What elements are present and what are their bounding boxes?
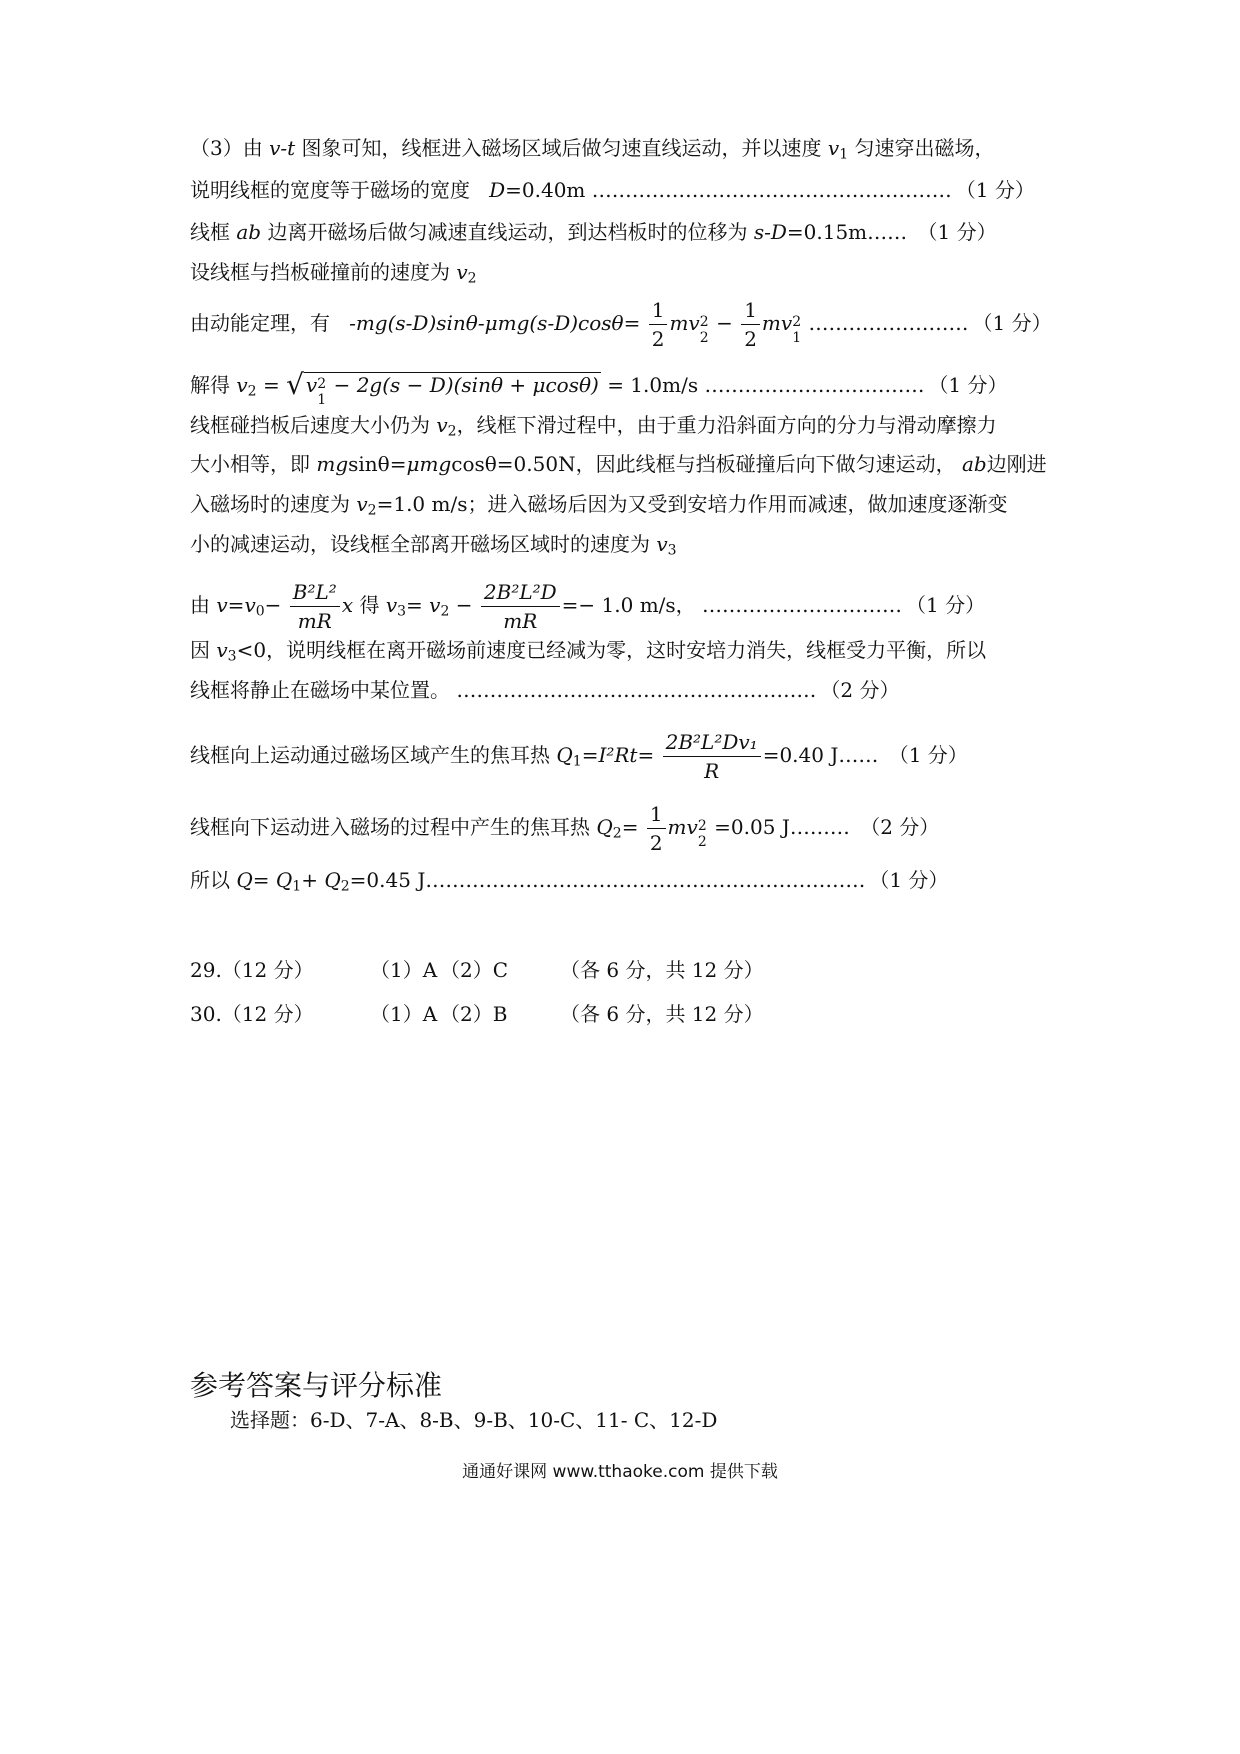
superscript: 2 [317,376,327,392]
score: （1 分） [955,178,1035,202]
text: 线框 [190,220,230,244]
numerator: 1 [647,802,666,829]
text: 大小相等，即 [190,452,310,476]
text: 入磁场时的速度为 [190,492,350,516]
var: v [216,638,228,662]
operator: = [621,815,639,839]
subscript: 3 [397,603,407,620]
text: 边离开磁场后做匀减速直线运动，到达档板时的位移为 [267,220,748,244]
score: （1 分） [917,220,997,244]
denominator: 2 [744,327,757,351]
fraction [649,298,668,351]
result: =0.40 J…… [762,743,879,767]
text: 线框碰挡板后速度大小仍为 [190,413,430,437]
answer-part: （2）B [440,1002,508,1026]
score: （2 分） [820,678,900,702]
text: 匀速穿出磁场， [854,136,995,160]
var: x [341,593,354,617]
var: Q [596,815,613,839]
text: 由动能定理，有 [190,311,330,335]
text: <0，说明线框在离开磁场前速度已经减为零，这时安培力消失，线框受力平衡，所以 [236,638,987,662]
score-note: （各 6 分，共 12 分） [560,1002,764,1026]
leader-dots: …………………………… [704,373,925,397]
var: Q [556,743,573,767]
var: mv [669,311,700,335]
text: 图象可知，线框进入磁场区域后做匀速直线运动，并以速度 [301,136,822,160]
numerator: B²L² [290,580,340,607]
para-line-14 [190,730,1070,783]
subscript: 1 [792,330,802,346]
para-line-9 [190,492,1070,519]
subscript: 2 [447,423,457,440]
var: v [244,593,256,617]
text: 解得 [190,373,230,397]
para-line-10 [190,532,1070,559]
text: 所以 [190,868,230,892]
superscript: 2 [792,314,802,330]
score: （1 分） [888,743,968,767]
answer-30 [190,1002,1070,1026]
para-line-3 [190,220,1070,244]
leader-dots: ……………………………………………… [456,678,817,702]
text: =0.40m [505,178,586,202]
para-line-12 [190,638,1070,665]
para-line-11 [190,580,1070,633]
section-heading: 参考答案与评分标准 [190,1369,443,1402]
operator: = [581,743,599,767]
operator: = [227,593,245,617]
text: 线框向上运动通过磁场区域产生的焦耳热 [190,743,550,767]
text: ，线框下滑过程中，由于重力沿斜面方向的分力与滑动摩擦力 [456,413,997,437]
text: v-t [269,136,296,160]
answer-part: （2）C [440,958,509,982]
var: Q [324,868,341,892]
result: =− 1.0 m/s， [561,593,696,617]
answer-part: （1）A [370,958,438,982]
var: Q [275,868,293,892]
subscript: 2 [440,603,450,620]
leader-dots: ………………………… [702,593,903,617]
var: v [429,593,441,617]
answer-29 [190,958,1070,982]
var: ab [961,452,987,476]
var: mg [316,452,349,476]
question-number: 30.（12 分） [190,1002,314,1026]
para-line-6 [190,368,1070,408]
numerator: 1 [649,298,668,325]
text: =1.0 m/s；进入磁场后因为又受到安培力作用而减速，做加速度逐渐变 [376,492,1008,516]
superscript: 2 [699,314,709,330]
para-line-4 [190,260,1070,287]
radicand [304,372,601,408]
subscript: 2 [699,330,709,346]
leader-dots: …………………… [808,311,969,335]
para-line-13 [190,678,1070,702]
var: mv [761,311,793,335]
subscript: 3 [227,648,237,665]
text: 边刚进 [986,452,1047,476]
text: 由 [190,593,210,617]
para-line-16 [190,868,1070,895]
score: （1 分） [906,593,986,617]
text: =0.15m…… [786,220,908,244]
result: = 1.0m/s [607,373,699,397]
operator: = [262,373,280,397]
denominator: mR [297,609,332,633]
text: 说明线框的宽度等于磁场的宽度 [190,178,470,202]
var: v [216,593,228,617]
radical-sign: √ [286,368,304,401]
subscript: 2 [367,502,377,519]
subscript: 2 [612,825,622,842]
denominator: R [704,759,720,783]
score: （2 分） [860,815,940,839]
subscript: 2 [247,383,257,400]
result: =0.05 J……… [714,815,850,839]
var: mv [667,815,698,839]
subscript: 2 [467,270,477,287]
denominator: 2 [649,831,663,855]
score: （1 分） [928,373,1008,397]
question-number: 29.（12 分） [190,958,314,982]
operator: + [301,868,318,892]
text: 小的减速运动，设线框全部离开磁场区域时的速度为 [190,532,650,556]
para-line-8 [190,452,1070,476]
text: 得 [359,593,380,617]
var: v [305,373,318,397]
numerator: 1 [741,298,760,325]
text: cosθ=0.50N，因此线框与挡板碰撞后向下做匀速运动， [451,452,956,476]
var: v [356,492,368,516]
para-line-1 [190,136,1070,163]
operator: = [252,868,270,892]
var: v [827,136,840,160]
denominator: 2 [651,327,665,351]
text: 线框向下运动进入磁场的过程中产生的焦耳热 [190,815,590,839]
operator: = [637,743,655,767]
fraction [741,298,760,351]
superscript: 2 [697,818,707,834]
text: 线框将静止在磁场中某位置。 [190,678,450,702]
leader-dots: ………………………………………………………… [425,868,866,892]
var: D [489,178,506,202]
var: v [656,532,668,556]
subscript: 1 [292,878,302,895]
score: （1 分） [972,311,1052,335]
equation: -mg(s-D)sinθ-μmg(s-D)cosθ= [349,311,641,335]
subscript: 0 [255,603,265,620]
subscript: 1 [572,753,582,770]
para-line-2 [190,178,1070,202]
var: μmg [406,452,452,476]
footer-credit: 通通好课网 www.tthaoke.com 提供下载 [462,1462,778,1482]
var: v [236,373,248,397]
operator: − [455,593,473,617]
subscript: 3 [667,542,677,559]
expression: I²Rt [598,743,638,767]
var: v [385,593,398,617]
text: 设线框与挡板碰撞前的速度为 [190,260,450,284]
score: （1 分） [869,868,949,892]
fraction [663,730,761,783]
para-line-7 [190,413,1070,440]
numerator: 2B²L²Dv₁ [663,730,761,757]
text: （3）由 [190,136,263,160]
subscript: 1 [317,392,327,408]
var: v [456,260,468,284]
leader-dots: ……………………………………………… [591,178,952,202]
subscript: 2 [340,878,350,895]
text: 因 [190,638,210,662]
operator: − [716,311,733,335]
text: sinθ= [348,452,407,476]
result: =0.45 J [349,868,426,892]
var: Q [236,868,253,892]
subscript: 1 [839,146,849,163]
subscript: 2 [697,834,707,850]
answer-part: （1）A [370,1002,438,1026]
choice-answers: 选择题：6-D、7-A、8-B、9-B、10-C、11- C、12-D [230,1408,718,1432]
var: v [436,413,448,437]
para-line-5 [190,298,1070,351]
var: s-D [753,220,787,244]
var: ab [236,220,262,244]
numerator: 2B²L²D [481,580,560,607]
fraction [290,580,340,633]
operator: − [264,593,282,617]
score-note: （各 6 分，共 12 分） [560,958,764,982]
fraction [647,802,666,855]
denominator: mR [503,609,538,633]
operator: = [406,593,423,617]
para-line-15 [190,802,1070,855]
fraction [481,580,560,633]
expression: − 2g(s − D)(sinθ + μcosθ) [333,373,599,397]
